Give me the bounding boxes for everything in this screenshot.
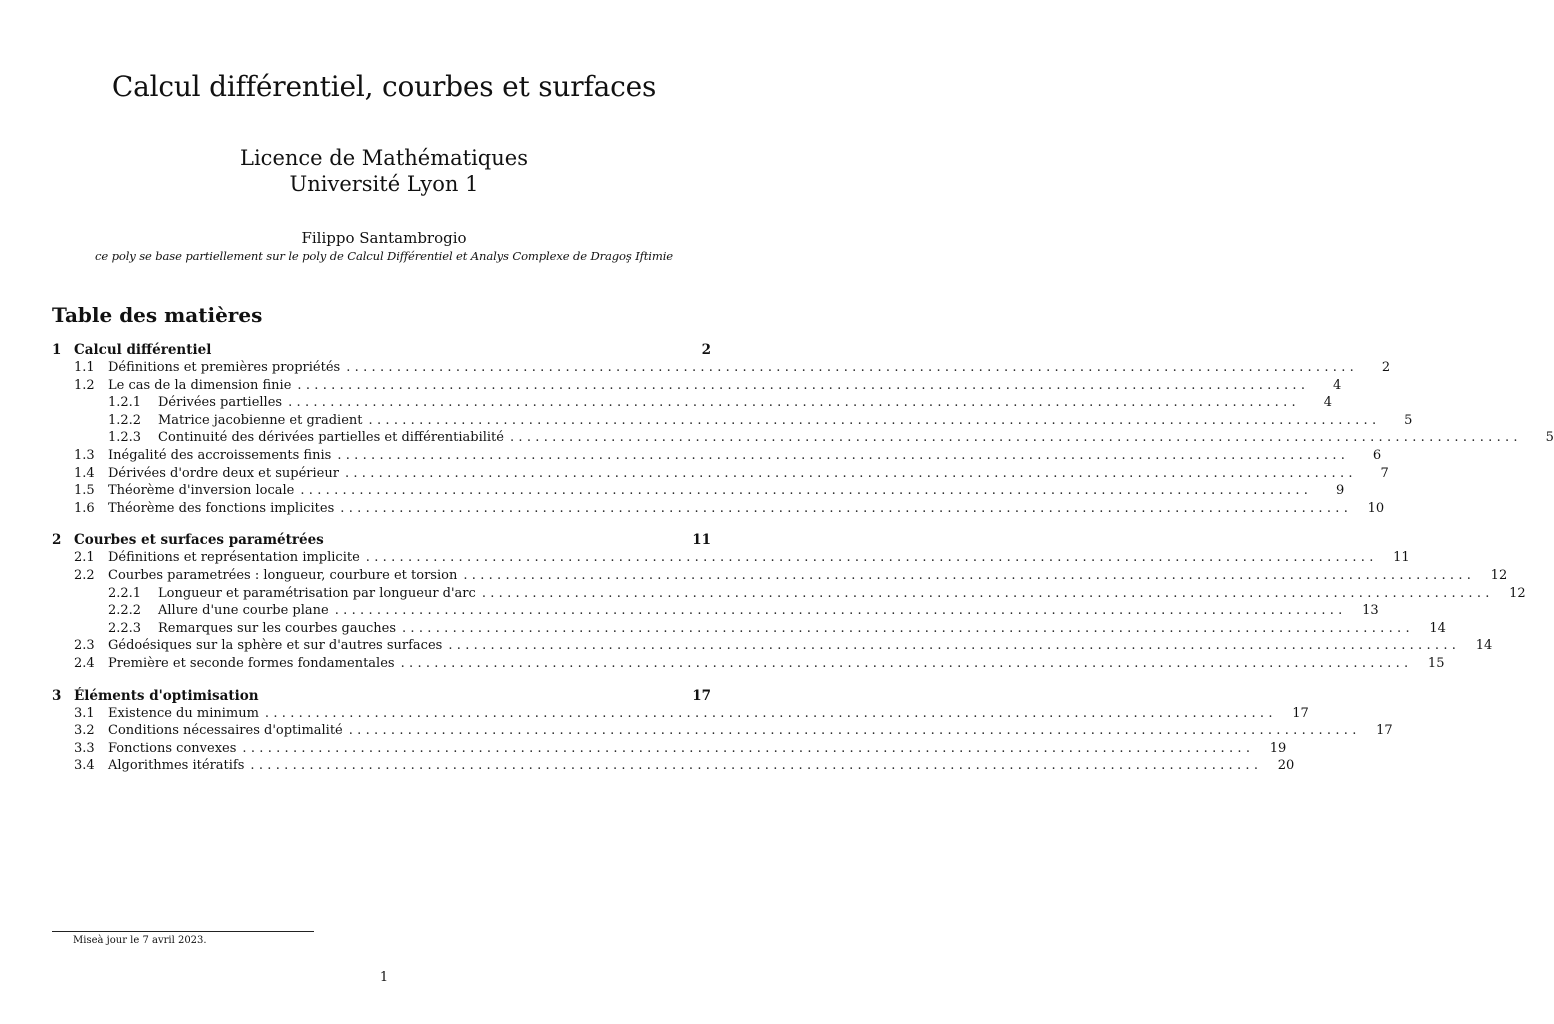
- toc-entry-label: Théorème d'inversion locale: [108, 483, 295, 499]
- toc-entry-number: 1.4: [74, 465, 95, 481]
- footnote: Miseà jour le 7 avril 2023.: [73, 935, 207, 946]
- toc-section-number: 2: [52, 532, 62, 549]
- toc-entry-number: 1.2.3: [108, 430, 142, 446]
- toc-section-label: Courbes et surfaces paramétrées: [74, 532, 324, 549]
- toc-leader-dots: ........................................................................................................................: [368, 412, 1381, 428]
- toc-leader-dots: ........................................................................................................................: [463, 567, 1476, 583]
- toc-subsection[interactable]: [52, 655, 1445, 673]
- toc-leader-dots: ........................................................................................................................: [402, 620, 1414, 636]
- toc-entry-number: 2.2.1: [108, 585, 142, 601]
- toc-entry-page: 17: [1292, 705, 1309, 721]
- toc-entry-page: 14: [1429, 620, 1446, 636]
- toc-entry-number: 2.4: [74, 655, 95, 671]
- toc-section[interactable]: [52, 341, 711, 359]
- toc-subsubsection[interactable]: [52, 620, 1446, 638]
- toc-entry-label: Remarques sur les courbes gauches: [158, 620, 396, 636]
- toc-entry-label: Définitions et premières propriétés: [108, 360, 341, 375]
- toc-entry-label: Courbes parametrées : longueur, courbure et torsion: [108, 567, 458, 583]
- toc-section-page: 11: [692, 532, 711, 549]
- toc-subsection[interactable]: [52, 740, 1287, 758]
- toc-entry-label: Le cas de la dimension finie: [108, 377, 292, 393]
- toc-entry-label: Matrice jacobienne et gradient: [158, 412, 363, 428]
- toc-entry-label: Première et seconde formes fondamentales: [108, 655, 395, 671]
- toc-subsection[interactable]: [52, 465, 1389, 483]
- toc-leader-dots: ........................................................................................................................: [481, 585, 1494, 601]
- toc-entry-number: 1.6: [74, 500, 95, 516]
- section-gap: [52, 673, 711, 687]
- toc-section-number: 3: [52, 687, 62, 704]
- toc-section[interactable]: [52, 687, 711, 705]
- toc-entry-page: 4: [1323, 395, 1332, 411]
- toc-subsubsection[interactable]: [52, 602, 1379, 620]
- toc-entry-label: Inégalité des accroissements finis: [108, 447, 332, 463]
- toc-entry-page: 15: [1427, 655, 1445, 671]
- toc-leader-dots: ........................................................................................................................: [337, 447, 1350, 463]
- toc-entry-page: 7: [1380, 465, 1389, 481]
- toc-subsection[interactable]: [52, 447, 1382, 465]
- toc-subsection[interactable]: [52, 705, 1309, 723]
- subtitle-line-2: Université Lyon 1: [289, 172, 479, 196]
- toc-entry-label: Fonctions convexes: [108, 740, 237, 756]
- toc-subsection[interactable]: [52, 637, 1493, 655]
- toc-entry-page: 17: [1376, 723, 1393, 739]
- toc-leader-dots: ........................................................................................................................: [344, 465, 1357, 481]
- toc-leader-dots: ........................................................................................................................: [346, 360, 1359, 375]
- toc-subsection[interactable]: [52, 757, 1295, 775]
- toc-section-label: Calcul différentiel: [74, 342, 212, 358]
- toc-section-label: Éléments d'optimisation: [74, 687, 259, 704]
- toc-leader-dots: ........................................................................................................................: [334, 603, 1347, 619]
- toc-section-page: 2: [701, 342, 711, 358]
- toc-entry-number: 1.1: [74, 360, 95, 375]
- toc-subsection[interactable]: [52, 549, 1410, 567]
- table-of-contents: [52, 341, 1554, 775]
- toc-leader-dots: ........................................................................................................................: [300, 483, 1313, 499]
- toc-entry-number: 1.5: [74, 483, 95, 499]
- toc-entry-page: 11: [1393, 550, 1410, 566]
- toc-entry-label: Dérivées d'ordre deux et supérieur: [108, 465, 339, 481]
- toc-heading: Table des matières: [52, 303, 263, 327]
- toc-entry-number: 3.1: [74, 705, 95, 721]
- toc-entry-label: Définitions et représentation implicite: [108, 550, 360, 566]
- toc-entry-number: 2.2: [74, 567, 95, 583]
- toc-subsection[interactable]: [52, 500, 1385, 518]
- toc-subsection[interactable]: [52, 567, 1508, 585]
- toc-subsubsection[interactable]: [52, 412, 1413, 430]
- toc-subsection[interactable]: [52, 482, 1345, 500]
- toc-entry-label: Allure d'une courbe plane: [158, 603, 329, 619]
- toc-section-number: 1: [52, 342, 62, 358]
- toc-entry-number: 1.3: [74, 447, 95, 463]
- toc-entry-page: 12: [1509, 585, 1526, 601]
- document-title: Calcul différentiel, courbes et surfaces: [111, 70, 657, 103]
- author-note: ce poly se base partiellement sur le poly de Calcul Différentiel et Analys Complexe de Dragoş Iftimie: [95, 249, 673, 263]
- toc-entry-number: 3.4: [74, 758, 95, 774]
- footnote-rule: [52, 931, 314, 932]
- toc-entry-label: Gédoésiques sur la sphère et sur d'autres surfaces: [108, 638, 443, 654]
- toc-entry-number: 1.2: [74, 377, 95, 393]
- toc-entry-page: 2: [1381, 360, 1391, 375]
- page-number: 1: [379, 970, 389, 985]
- toc-entry-page: 4: [1333, 377, 1342, 393]
- toc-entry-label: Conditions nécessaires d'optimalité: [108, 723, 343, 739]
- toc-leader-dots: ........................................................................................................................: [448, 638, 1461, 654]
- toc-entry-label: Existence du minimum: [108, 705, 259, 721]
- toc-entry-page: 20: [1277, 758, 1295, 774]
- toc-entry-number: 2.2.2: [108, 603, 142, 619]
- toc-entry-page: 10: [1367, 500, 1385, 516]
- toc-leader-dots: ........................................................................................................................: [400, 655, 1413, 671]
- toc-entry-number: 1.2.1: [108, 395, 142, 411]
- toc-leader-dots: ........................................................................................................................: [250, 758, 1263, 774]
- toc-entry-number: 2.2.3: [108, 620, 142, 636]
- document-subtitle: [0, 145, 768, 197]
- subtitle-line-1: Licence de Mathématiques: [240, 146, 528, 170]
- toc-entry-page: 19: [1269, 740, 1287, 756]
- toc-entry-label: Algorithmes itératifs: [108, 758, 245, 774]
- toc-subsection[interactable]: [52, 359, 1391, 377]
- section-gap: [52, 517, 711, 531]
- toc-section-page: 17: [692, 687, 711, 704]
- toc-leader-dots: ........................................................................................................................: [242, 740, 1255, 756]
- toc-leader-dots: ........................................................................................................................: [348, 723, 1361, 739]
- toc-subsection[interactable]: [52, 377, 1342, 395]
- toc-leader-dots: ........................................................................................................................: [365, 550, 1378, 566]
- toc-entry-page: 5: [1545, 430, 1554, 446]
- toc-entry-label: Théorème des fonctions implicites: [108, 500, 335, 516]
- toc-entry-label: Longueur et paramétrisation par longueur d'arc: [158, 585, 476, 601]
- toc-entry-number: 1.2.2: [108, 412, 142, 428]
- toc-entry-page: 13: [1362, 603, 1379, 619]
- toc-entry-page: 9: [1335, 483, 1345, 499]
- toc-subsubsection[interactable]: [52, 429, 1554, 447]
- toc-entry-label: Continuité des dérivées partielles et différentiabilité: [158, 430, 504, 446]
- toc-leader-dots: ........................................................................................................................: [509, 430, 1522, 446]
- toc-entry-page: 12: [1490, 567, 1508, 583]
- toc-entry-label: Dérivées partielles: [158, 395, 283, 411]
- toc-entry-number: 3.3: [74, 740, 95, 756]
- author-name: Filippo Santambrogio: [301, 229, 467, 247]
- toc-section[interactable]: [52, 531, 711, 549]
- toc-entry-page: 6: [1372, 447, 1382, 463]
- toc-leader-dots: ........................................................................................................................: [288, 395, 1300, 411]
- toc-subsubsection[interactable]: [52, 394, 1332, 412]
- toc-subsubsection[interactable]: [52, 585, 1526, 603]
- toc-entry-page: 5: [1404, 412, 1413, 428]
- toc-entry-number: 2.1: [74, 550, 95, 566]
- toc-entry-number: 3.2: [74, 723, 95, 739]
- toc-entry-page: 14: [1475, 638, 1493, 654]
- toc-leader-dots: ........................................................................................................................: [340, 500, 1353, 516]
- toc-leader-dots: ........................................................................................................................: [297, 377, 1310, 393]
- toc-entry-number: 2.3: [74, 638, 95, 654]
- toc-leader-dots: ........................................................................................................................: [264, 705, 1277, 721]
- toc-subsection[interactable]: [52, 722, 1393, 740]
